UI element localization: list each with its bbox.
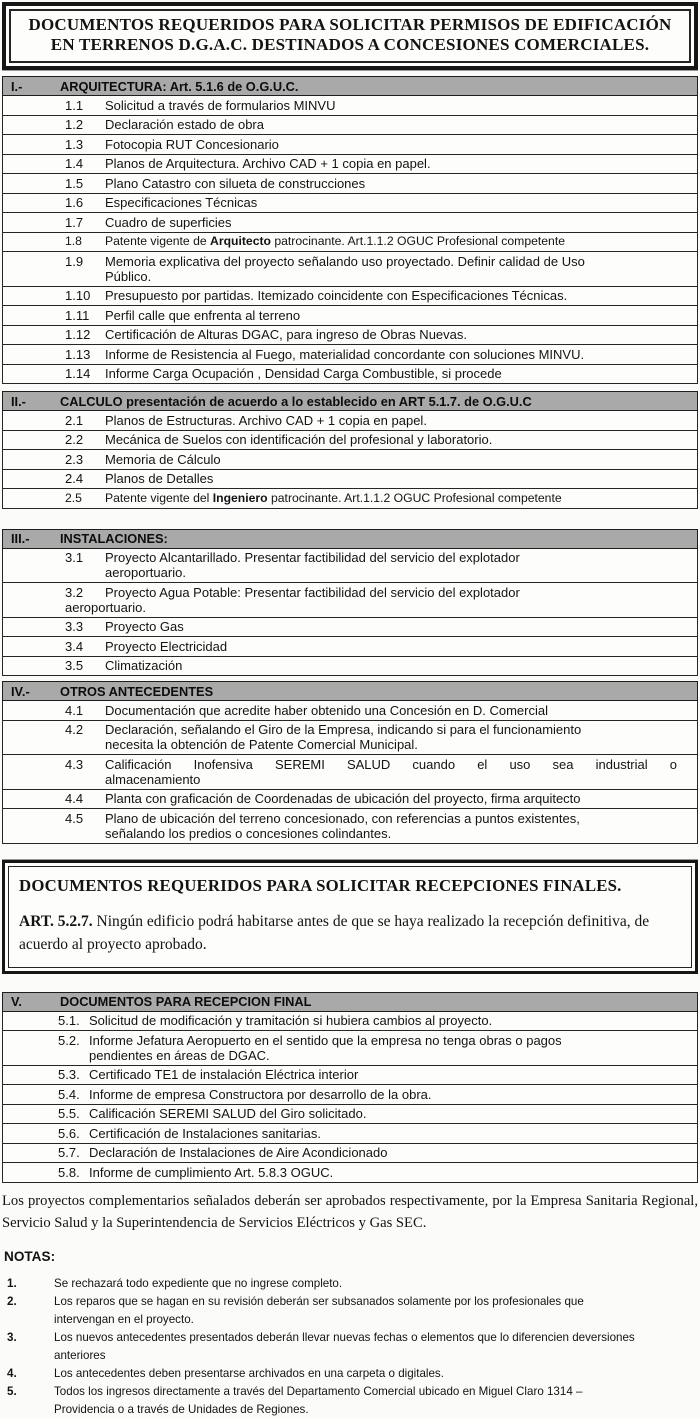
item-number: 3.5 xyxy=(65,658,84,673)
item-text: Informe Jefatura Aeropuerto en el sentido que la empresa no tenga obras o pagos xyxy=(89,1032,562,1048)
item-number: 2.1 xyxy=(65,412,84,428)
note-item xyxy=(2,1365,698,1383)
note-line: Todos los ingresos directamente a través del Departamento Comercial ubicado en Miguel Claro 1314 – xyxy=(54,1384,583,1398)
item-number: 5.4. xyxy=(58,1086,80,1102)
note-line: Providencia o a través de Unidades de Regiones. xyxy=(54,1402,309,1416)
note-number: 4. xyxy=(7,1366,17,1380)
title-box-receptions-inner xyxy=(8,866,692,968)
section-title: ARQUITECTURA: Art. 5.1.6 de O.G.U.C. xyxy=(60,78,299,94)
section-rows xyxy=(2,96,698,384)
doc-item-row xyxy=(3,656,697,676)
doc-item-row xyxy=(3,636,697,656)
item-number: 3.3 xyxy=(65,619,84,634)
item-text: Documentación que acredite haber obtenido una Concesión en D. Comercial xyxy=(105,702,548,718)
doc-item-row xyxy=(3,789,697,809)
item-text: Proyecto Electricidad xyxy=(105,638,228,654)
note-line: Los nuevos antecedentes presentados deberán llevar nuevas fechas o elementos que lo diferencien deversiones xyxy=(54,1330,635,1344)
doc-item-row xyxy=(3,549,697,583)
item-number: 5.3. xyxy=(58,1067,80,1082)
doc-item-row xyxy=(3,1143,697,1163)
note-item xyxy=(2,1329,698,1365)
item-number: 1.8 xyxy=(65,234,82,248)
doc-item-row xyxy=(3,1012,697,1031)
item-number: 5.1. xyxy=(58,1013,80,1028)
item-number: 4.5 xyxy=(65,810,84,826)
item-text: Planos de Arquitectura. Archivo CAD + 1 copia en papel. xyxy=(105,156,431,171)
note-line: Los antecedentes deben presentarse archivados en una carpeta o digitales. xyxy=(54,1366,444,1380)
note-line: intervengan en el proyecto. xyxy=(54,1312,194,1326)
doc-item-row xyxy=(3,1162,697,1182)
item-number: 1.3 xyxy=(65,136,84,152)
item-number: 2.2 xyxy=(65,432,84,447)
item-text: Declaración estado de obra xyxy=(105,117,264,132)
note-item xyxy=(2,1383,698,1419)
item-text: Certificado TE1 de instalación Eléctrica interior xyxy=(89,1067,359,1082)
item-text: Calificación Inofensiva SEREMI SALUD cuando el uso sea industrial o xyxy=(105,756,677,772)
item-text: Certificación de Instalaciones sanitarias. xyxy=(89,1125,321,1141)
note-text xyxy=(54,1293,698,1329)
item-text: Patente vigente del Ingeniero patrocinante. Art.1.1.2 OGUC Profesional competente xyxy=(105,490,562,505)
sections xyxy=(2,76,698,844)
item-number: 1.9 xyxy=(65,253,84,269)
item-text: Planta con graficación de Coordenadas de ubicación del proyecto, firma arquitecto xyxy=(105,791,581,806)
item-text: Mecánica de Suelos con identificación del profesional y laboratorio. xyxy=(105,432,493,447)
title-box-permits-inner xyxy=(9,9,691,63)
doc-item-row xyxy=(3,430,697,450)
doc-item-row xyxy=(3,449,697,469)
doc-item-row xyxy=(3,720,697,755)
item-number: 1.11 xyxy=(65,307,90,323)
note-text xyxy=(54,1275,698,1293)
item-number: 3.1 xyxy=(65,550,84,565)
doc-item-row xyxy=(3,212,697,232)
notas-heading: NOTAS: xyxy=(4,1248,56,1264)
item-text: Proyecto Alcantarillado. Presentar factibilidad del servicio del explotador xyxy=(105,550,520,565)
doc-item-row xyxy=(3,754,697,789)
item-number: 1.6 xyxy=(65,195,84,210)
item-text: Certificación de Alturas DGAC, para ingreso de Obras Nuevas. xyxy=(105,327,468,342)
item-number: 3.2 xyxy=(65,584,84,600)
note-item xyxy=(2,1293,698,1329)
item-text: Proyecto Gas xyxy=(105,619,184,634)
item-text-continued: señalando los predios o concesiones colindantes. xyxy=(105,825,392,841)
doc-item-row xyxy=(3,344,697,364)
receptions-title: DOCUMENTOS REQUERIDOS PARA SOLICITAR RECEPCIONES FINALES. xyxy=(19,875,622,895)
item-text: Informe Carga Ocupación , Densidad Carga Combustible, si procede xyxy=(105,366,502,381)
item-number: 4.3 xyxy=(65,756,84,772)
doc-item-row xyxy=(3,1104,697,1124)
section-iv xyxy=(2,681,698,844)
item-text-continued: necesita la obtención de Patente Comercial Municipal. xyxy=(105,737,418,752)
item-number: 5.5. xyxy=(58,1106,80,1121)
doc-item-row xyxy=(3,582,697,617)
note-line: Los reparos que se hagan en su revisión deberán ser subsanados solamente por los profesionales que xyxy=(54,1294,584,1308)
item-number: 1.2 xyxy=(65,117,84,132)
section-header xyxy=(2,76,698,96)
doc-item-row xyxy=(3,469,697,489)
section-v xyxy=(2,992,698,1183)
section-iii xyxy=(2,529,698,677)
section-header xyxy=(2,681,698,701)
doc-item-row xyxy=(3,808,697,843)
section-header xyxy=(2,529,698,549)
item-number: 5.8. xyxy=(58,1164,80,1180)
item-text: Planos de Detalles xyxy=(105,471,214,486)
doc-item-row xyxy=(3,96,697,115)
section-header xyxy=(2,992,698,1012)
note-text xyxy=(54,1329,698,1365)
section-rows xyxy=(2,411,698,509)
doc-item-row xyxy=(3,1123,697,1143)
item-number: 2.4 xyxy=(65,471,84,486)
note-number: 1. xyxy=(7,1276,17,1290)
item-text: Informe de Resistencia al Fuego, materialidad concordante con soluciones MINVU. xyxy=(105,346,585,362)
note-line: anteriores xyxy=(54,1348,106,1362)
doc-item-row xyxy=(3,701,697,720)
title-box-permits xyxy=(2,2,698,70)
section-roman-numeral: III.- xyxy=(11,531,30,546)
item-text: Plano Catastro con silueta de construcciones xyxy=(105,175,366,191)
note-item xyxy=(2,1275,698,1293)
item-text: Climatización xyxy=(105,658,183,673)
item-number: 2.3 xyxy=(65,451,84,467)
note-line: Se rechazará todo expediente que no ingrese completo. xyxy=(54,1276,343,1290)
note-number: 3. xyxy=(7,1330,17,1344)
note-number: 5. xyxy=(7,1384,17,1398)
doc-item-row xyxy=(3,364,697,384)
item-text-continued: almacenamiento xyxy=(105,771,201,787)
doc-item-row xyxy=(3,173,697,193)
art-527-paragraph xyxy=(19,910,679,956)
section-roman-numeral: IV.- xyxy=(11,683,30,699)
title-box-receptions xyxy=(2,860,698,974)
note-text xyxy=(54,1365,698,1383)
section-ii xyxy=(2,391,698,509)
item-number: 1.12 xyxy=(65,327,91,342)
doc-item-row xyxy=(3,305,697,325)
section-rows xyxy=(2,1012,698,1183)
item-text: Informe de empresa Constructora por desarrollo de la obra. xyxy=(89,1086,432,1102)
item-text: Memoria explicativa del proyecto señalando uso proyectado. Definir calidad de Uso xyxy=(105,253,585,269)
item-text: Presupuesto por partidas. Itemizado coincidente con Especificaciones Técnicas. xyxy=(105,288,568,303)
item-number: 4.2 xyxy=(65,722,84,737)
item-number: 5.6. xyxy=(58,1125,80,1141)
section-roman-numeral: I.- xyxy=(11,78,23,94)
section-title: OTROS ANTECEDENTES xyxy=(60,683,214,699)
note-number: 2. xyxy=(7,1294,17,1308)
item-text: Declaración de Instalaciones de Aire Acondicionado xyxy=(89,1145,388,1160)
art-527-text: Ningún edificio podrá habitarse antes de que se haya realizado la recepción definitiva, de acuerdo al proyecto aprobado. xyxy=(19,912,650,953)
item-number: 1.1 xyxy=(65,97,84,113)
doc-item-row xyxy=(3,251,697,286)
item-number: 1.13 xyxy=(65,346,91,362)
section-title: INSTALACIONES: xyxy=(60,531,168,546)
item-text-continued: Público. xyxy=(105,268,152,284)
notas-list xyxy=(2,1275,698,1419)
item-text: Solicitud de modificación y tramitación si hubiera cambios al proyecto. xyxy=(89,1013,493,1028)
doc-item-row xyxy=(3,193,697,213)
doc-item-row xyxy=(3,488,697,508)
item-text: Memoria de Cálculo xyxy=(105,451,221,467)
item-text: Solicitud a través de formularios MINVU xyxy=(105,97,336,113)
section-title: CALCULO presentación de acuerdo a lo establecido en ART 5.1.7. de O.G.U.C xyxy=(60,393,532,409)
doc-item-row xyxy=(3,115,697,135)
title-line-1: DOCUMENTOS REQUERIDOS PARA SOLICITAR PERMISOS DE EDIFICACIÓN xyxy=(28,15,672,34)
item-number: 1.10 xyxy=(65,288,91,303)
item-text: Planos de Estructuras. Archivo CAD + 1 copia en papel. xyxy=(105,412,427,428)
doc-item-row xyxy=(3,232,697,252)
doc-item-row xyxy=(3,1084,697,1104)
section-header xyxy=(2,391,698,411)
item-text: Calificación SEREMI SALUD del Giro solicitado. xyxy=(89,1106,367,1121)
item-number: 1.7 xyxy=(65,214,84,230)
item-number: 2.5 xyxy=(65,490,82,505)
art-527-label: ART. 5.2.7. xyxy=(19,912,93,930)
item-number: 1.4 xyxy=(65,156,84,171)
doc-item-row xyxy=(3,154,697,174)
section-title: DOCUMENTOS PARA RECEPCION FINAL xyxy=(60,994,312,1009)
item-text: Plano de ubicación del terreno concesionado, con referencias a puntos existentes, xyxy=(105,810,580,826)
item-number: 1.14 xyxy=(65,366,91,381)
item-number: 4.4 xyxy=(65,791,84,806)
item-text-continued: pendientes en áreas de DGAC. xyxy=(89,1047,270,1063)
item-text: Fotocopia RUT Concesionario xyxy=(105,136,279,152)
item-text: Especificaciones Técnicas xyxy=(105,195,258,210)
doc-item-row xyxy=(3,1065,697,1085)
doc-item-row xyxy=(3,286,697,306)
doc-item-row xyxy=(3,411,697,430)
item-text: Declaración, señalando el Giro de la Empresa, indicando si para el funcionamiento xyxy=(105,722,582,737)
section-roman-numeral: II.- xyxy=(11,393,26,409)
doc-item-row xyxy=(3,134,697,154)
doc-item-row xyxy=(3,1030,697,1065)
item-number: 1.5 xyxy=(65,175,84,191)
section-rows xyxy=(2,701,698,844)
section-v-host xyxy=(2,992,698,1183)
item-text-continued: aeroportuario. xyxy=(105,565,186,580)
closing-paragraph: Los proyectos complementarios señalados deberán ser aprobados respectivamente, por la Empresa Sanitaria Regional, Servicio Salud y la Superintendencia de Servicios Eléctricos y Gas SEC. xyxy=(2,1192,698,1231)
item-number: 4.1 xyxy=(65,702,84,718)
item-text: Perfil calle que enfrenta al terreno xyxy=(105,307,301,323)
item-text: Informe de cumplimiento Art. 5.8.3 OGUC. xyxy=(89,1164,334,1180)
title-line-2: EN TERRENOS D.G.A.C. DESTINADOS A CONCESIONES COMERCIALES. xyxy=(50,35,650,54)
item-number: 5.7. xyxy=(58,1145,80,1160)
item-number: 3.4 xyxy=(65,638,84,654)
item-text: Proyecto Agua Potable: Presentar factibilidad del servicio del explotador xyxy=(105,584,520,600)
section-roman-numeral: V. xyxy=(11,994,22,1009)
item-text: Cuadro de superficies xyxy=(105,214,232,230)
doc-item-row xyxy=(3,617,697,637)
section-rows xyxy=(2,549,698,677)
item-text-continued: aeroportuario. xyxy=(65,599,146,615)
doc-item-row xyxy=(3,325,697,345)
section-i xyxy=(2,76,698,384)
item-text: Patente vigente de Arquitecto patrocinante. Art.1.1.2 OGUC Profesional competente xyxy=(105,234,565,248)
item-number: 5.2. xyxy=(58,1032,80,1048)
note-text xyxy=(54,1383,698,1419)
